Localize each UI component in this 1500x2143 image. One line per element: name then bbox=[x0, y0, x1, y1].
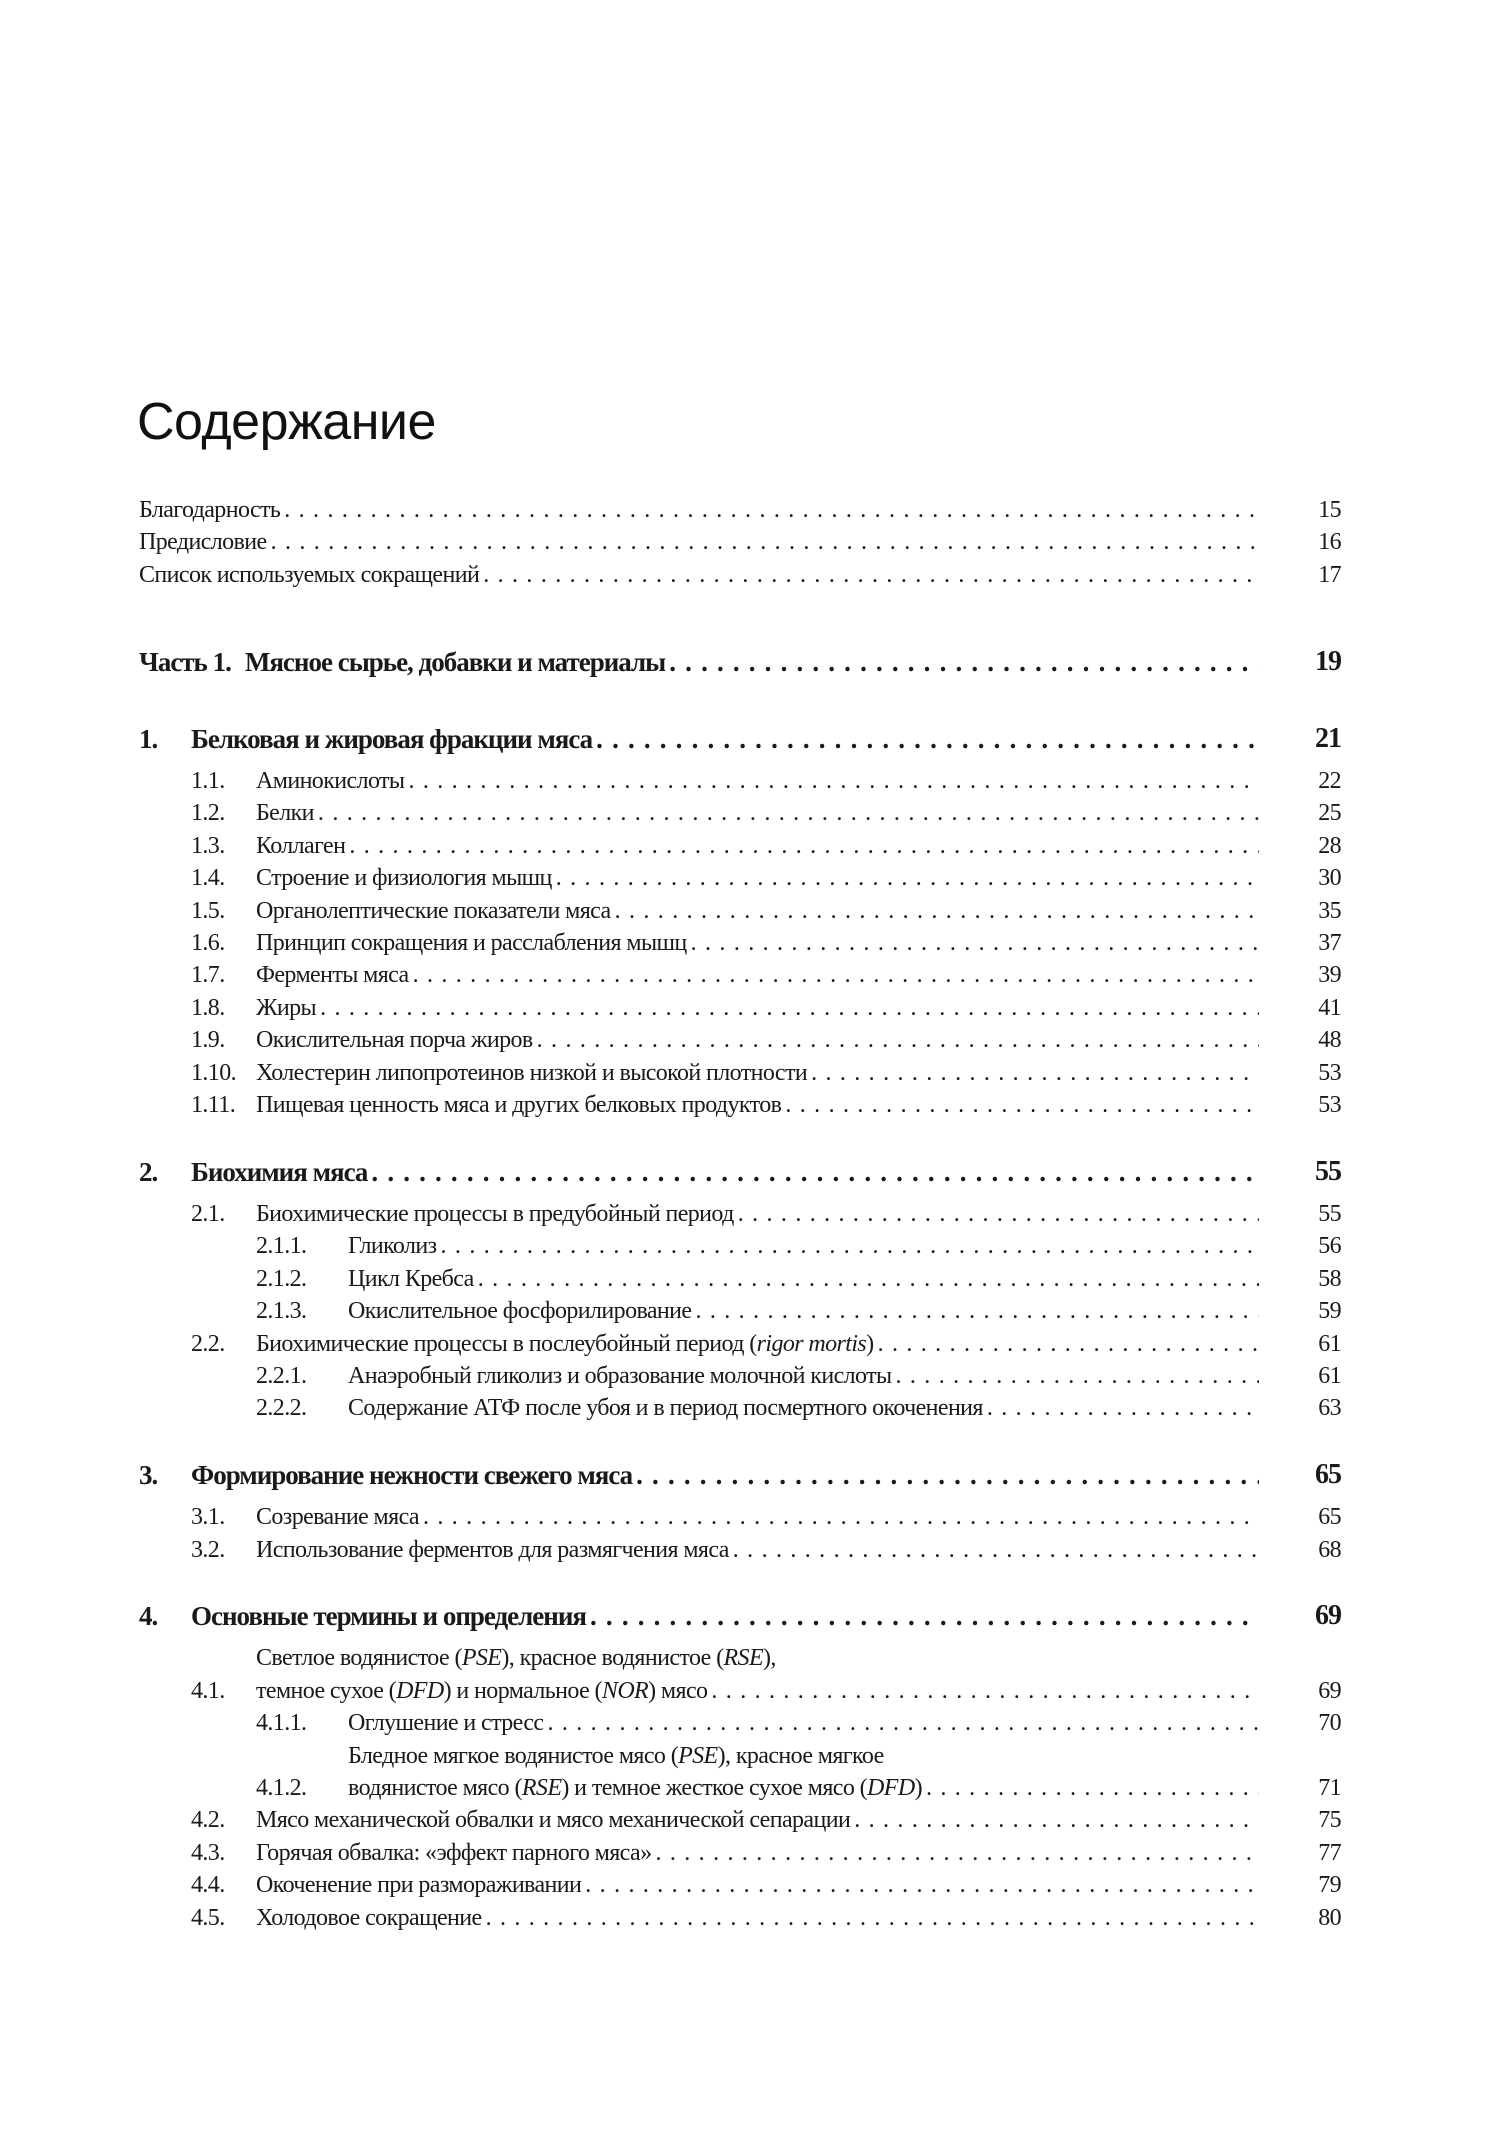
entry-content bbox=[256, 1089, 1263, 1121]
page-number: 71 bbox=[1318, 1775, 1341, 1801]
entry-title-line bbox=[256, 1675, 1263, 1707]
entry-title-line bbox=[256, 1198, 1263, 1230]
entry-title bbox=[348, 1360, 892, 1392]
entry-title-line bbox=[256, 1837, 1263, 1869]
entry-content bbox=[256, 1501, 1263, 1533]
dot-leader bbox=[695, 1295, 1259, 1327]
toc-entry[interactable] bbox=[139, 559, 1341, 591]
toc-entry[interactable] bbox=[139, 1600, 1341, 1632]
page-number: 22 bbox=[1318, 768, 1341, 795]
page-number: 69 bbox=[1315, 1599, 1341, 1631]
toc-entry[interactable] bbox=[139, 1360, 1341, 1392]
entry-title-line bbox=[348, 1772, 1263, 1804]
toc-entry[interactable] bbox=[139, 765, 1341, 797]
title-segment: Гликолиз bbox=[348, 1233, 437, 1260]
entry-number: 4.5. bbox=[191, 1904, 225, 1931]
entry-title-line bbox=[256, 992, 1263, 1024]
dot-leader bbox=[483, 559, 1259, 591]
title-segment: Органолептические показатели мяса bbox=[256, 897, 611, 924]
toc-entry[interactable] bbox=[139, 797, 1341, 829]
title-segment: ) bbox=[914, 1775, 922, 1801]
dot-leader bbox=[556, 862, 1259, 894]
entry-title bbox=[256, 1057, 807, 1089]
toc-entry[interactable] bbox=[139, 1392, 1341, 1424]
dot-leader bbox=[733, 1534, 1259, 1566]
entry-title-line bbox=[256, 1089, 1263, 1121]
entry-content bbox=[256, 1534, 1263, 1566]
toc-entry[interactable] bbox=[139, 1057, 1341, 1089]
toc-entry[interactable] bbox=[139, 1156, 1341, 1188]
title-segment: Ферменты мяса bbox=[256, 962, 409, 989]
title-segment: RSE bbox=[521, 1775, 562, 1801]
entry-content bbox=[256, 1024, 1263, 1056]
dot-leader bbox=[636, 1459, 1259, 1491]
entry-number: 4.4. bbox=[191, 1872, 225, 1899]
entry-content bbox=[256, 1642, 1263, 1707]
entry-title-line bbox=[348, 1360, 1263, 1392]
title-segment: Холестерин липопротеинов низкой и высокой плотности bbox=[256, 1059, 808, 1086]
page-number: 61 bbox=[1318, 1362, 1341, 1389]
entry-number: 4.1. bbox=[191, 1677, 225, 1704]
title-segment: Пищевая ценность мяса и других белковых продуктов bbox=[256, 1092, 782, 1119]
title-segment: Оглушение и стресс bbox=[348, 1710, 544, 1737]
entry-content bbox=[256, 959, 1263, 991]
page-number: 35 bbox=[1318, 897, 1341, 924]
entry-content bbox=[256, 1057, 1263, 1089]
toc-entry[interactable] bbox=[139, 1501, 1341, 1533]
page-number: 65 bbox=[1315, 1458, 1341, 1490]
entry-number: 1.11. bbox=[191, 1092, 236, 1119]
dot-leader bbox=[537, 1024, 1259, 1056]
toc-entry[interactable] bbox=[139, 959, 1341, 991]
toc-entry[interactable] bbox=[139, 1328, 1341, 1360]
dot-leader bbox=[896, 1360, 1260, 1392]
page-number: 15 bbox=[1318, 497, 1341, 523]
page-number: 37 bbox=[1318, 930, 1341, 957]
dot-leader bbox=[478, 1263, 1259, 1295]
entry-title bbox=[139, 526, 267, 558]
entry-title-line bbox=[348, 1392, 1263, 1424]
entry-title bbox=[256, 1675, 707, 1707]
toc-entry[interactable] bbox=[139, 862, 1341, 894]
entry-content bbox=[348, 1707, 1263, 1739]
title-segment: Список используемых сокращений bbox=[139, 561, 480, 588]
entry-content bbox=[256, 797, 1263, 829]
title-segment: Белки bbox=[256, 800, 314, 827]
entry-title-line bbox=[191, 1459, 1263, 1491]
page-number: 70 bbox=[1318, 1710, 1341, 1737]
entry-title bbox=[256, 1534, 729, 1566]
entry-title-line bbox=[191, 723, 1263, 755]
title-segment: RSE bbox=[723, 1645, 764, 1672]
entry-content bbox=[191, 1459, 1263, 1491]
title-segment: ) и нормальное ( bbox=[443, 1677, 602, 1704]
title-segment: Бледное мягкое водянистое мясо ( bbox=[348, 1742, 679, 1769]
toc-entry[interactable] bbox=[139, 494, 1341, 526]
entry-title bbox=[256, 830, 345, 862]
title-segment: Принцип сокращения и расслабления мышц bbox=[256, 930, 687, 957]
entry-title-line bbox=[348, 1295, 1263, 1327]
title-segment: DFD bbox=[396, 1677, 444, 1704]
dot-leader bbox=[371, 1156, 1259, 1188]
entry-title-line bbox=[348, 1740, 1263, 1772]
entry-content bbox=[191, 723, 1263, 755]
title-segment: Предисловие bbox=[139, 529, 267, 556]
page-number: 53 bbox=[1318, 1092, 1341, 1119]
dot-leader bbox=[691, 927, 1259, 959]
toc-entry[interactable] bbox=[139, 723, 1341, 755]
entry-title-line bbox=[139, 494, 1263, 526]
toc-entry[interactable] bbox=[139, 1295, 1341, 1327]
title-segment: Аминокислоты bbox=[256, 768, 405, 795]
entry-content bbox=[348, 1295, 1263, 1327]
entry-content bbox=[256, 1837, 1263, 1869]
entry-content bbox=[348, 1230, 1263, 1262]
toc-entry[interactable] bbox=[139, 895, 1341, 927]
title-segment: Основные термины и определения bbox=[191, 1600, 587, 1631]
entry-number: 2. bbox=[139, 1156, 158, 1187]
entry-content bbox=[256, 1328, 1263, 1360]
dot-leader bbox=[878, 1328, 1259, 1360]
entry-title bbox=[139, 559, 479, 591]
entry-title bbox=[348, 1707, 543, 1739]
entry-title-line bbox=[256, 1902, 1263, 1934]
toc-entry[interactable] bbox=[139, 1024, 1341, 1056]
title-segment: Светлое водянистое ( bbox=[256, 1645, 462, 1672]
page-number: 30 bbox=[1318, 865, 1341, 892]
entry-title bbox=[256, 1198, 734, 1230]
entry-title bbox=[191, 1156, 367, 1188]
entry-content bbox=[348, 1392, 1263, 1424]
entry-content bbox=[256, 1198, 1263, 1230]
entry-number: 4.2. bbox=[191, 1807, 225, 1834]
title-segment: Белковая и жировая фракции мяса bbox=[191, 723, 593, 754]
entry-title-line bbox=[256, 797, 1263, 829]
entry-title-line bbox=[256, 959, 1263, 991]
page-number: 25 bbox=[1318, 800, 1341, 827]
toc-entry[interactable] bbox=[139, 1230, 1341, 1262]
entry-number: 1.9. bbox=[191, 1027, 225, 1054]
page-number: 48 bbox=[1318, 1027, 1341, 1054]
toc-entry[interactable] bbox=[139, 830, 1341, 862]
page-number: 55 bbox=[1315, 1155, 1341, 1187]
title-segment: ), красное мягкое bbox=[717, 1742, 884, 1769]
dot-leader bbox=[711, 1675, 1259, 1707]
entry-title bbox=[256, 765, 404, 797]
entry-title-line bbox=[256, 1642, 1263, 1674]
dot-leader bbox=[590, 1600, 1259, 1632]
toc-entry[interactable] bbox=[139, 646, 1341, 678]
page-number: 56 bbox=[1318, 1233, 1341, 1260]
page-number: 68 bbox=[1318, 1536, 1341, 1563]
toc-entry[interactable] bbox=[139, 1459, 1341, 1491]
entry-title bbox=[256, 1869, 581, 1901]
page-number: 77 bbox=[1318, 1839, 1341, 1866]
entry-number: 2.1.1. bbox=[256, 1233, 307, 1260]
entry-title-line bbox=[256, 1024, 1263, 1056]
dot-leader bbox=[615, 895, 1259, 927]
entry-content bbox=[191, 1600, 1263, 1632]
entry-title bbox=[348, 1230, 437, 1262]
title-segment: Мясо механической обвалки и мясо механической сепарации bbox=[256, 1807, 851, 1834]
entry-number: 1.5. bbox=[191, 897, 225, 924]
dot-leader bbox=[669, 646, 1259, 678]
toc-entry[interactable] bbox=[139, 1837, 1341, 1869]
entry-title-line bbox=[256, 830, 1263, 862]
entry-title bbox=[191, 1459, 632, 1491]
entry-number: 2.1.2. bbox=[256, 1265, 307, 1292]
entry-content bbox=[139, 559, 1263, 591]
entry-title bbox=[256, 1501, 419, 1533]
title-segment: DFD bbox=[867, 1775, 915, 1801]
entry-title bbox=[256, 959, 409, 991]
entry-title-line bbox=[245, 646, 1263, 678]
entry-title bbox=[256, 797, 314, 829]
entry-title-line bbox=[139, 559, 1263, 591]
dot-leader bbox=[811, 1057, 1259, 1089]
page-number: 63 bbox=[1318, 1395, 1341, 1422]
table-of-contents bbox=[139, 494, 1341, 1934]
page-number: 75 bbox=[1318, 1807, 1341, 1834]
page-number: 58 bbox=[1318, 1265, 1341, 1292]
entry-title bbox=[191, 1600, 586, 1632]
title-segment: Биохимические процессы в предубойный период bbox=[256, 1200, 734, 1227]
dot-leader bbox=[854, 1804, 1259, 1836]
entry-title bbox=[256, 1804, 850, 1836]
entry-title-line bbox=[139, 526, 1263, 558]
entry-title bbox=[348, 1392, 983, 1424]
entry-title bbox=[348, 1263, 474, 1295]
entry-number: 2.1. bbox=[191, 1200, 225, 1227]
dot-leader bbox=[486, 1902, 1259, 1934]
entry-content bbox=[256, 992, 1263, 1024]
entry-title bbox=[348, 1772, 922, 1804]
toc-entry[interactable] bbox=[139, 1198, 1341, 1230]
title-segment: Жиры bbox=[256, 994, 317, 1021]
toc-entry[interactable] bbox=[139, 1534, 1341, 1566]
title-segment: ) мясо bbox=[648, 1677, 708, 1704]
title-segment: ) и темное жесткое сухое мясо ( bbox=[561, 1775, 868, 1801]
dot-leader bbox=[585, 1869, 1259, 1901]
entry-title-line bbox=[191, 1600, 1263, 1632]
dot-leader bbox=[987, 1392, 1259, 1424]
entry-content bbox=[256, 895, 1263, 927]
entry-number: 3. bbox=[139, 1459, 158, 1490]
entry-content bbox=[256, 927, 1263, 959]
toc-entry[interactable] bbox=[139, 1642, 1341, 1707]
toc-entry[interactable] bbox=[139, 1804, 1341, 1836]
entry-title bbox=[256, 1837, 651, 1869]
entry-number: 1.6. bbox=[191, 930, 225, 957]
toc-entry[interactable] bbox=[139, 1089, 1341, 1121]
toc-entry[interactable] bbox=[139, 1263, 1341, 1295]
page-number: 69 bbox=[1318, 1677, 1341, 1704]
entry-number: 2.2.2. bbox=[256, 1395, 307, 1422]
entry-content bbox=[256, 1902, 1263, 1934]
dot-leader bbox=[284, 494, 1259, 526]
toc-entry[interactable] bbox=[139, 1869, 1341, 1901]
title-segment: ), bbox=[763, 1645, 776, 1672]
entry-title-line bbox=[191, 1156, 1263, 1188]
entry-content bbox=[348, 1740, 1263, 1805]
entry-title-line bbox=[256, 765, 1263, 797]
page-number: 59 bbox=[1318, 1298, 1341, 1325]
entry-title-line bbox=[348, 1230, 1263, 1262]
title-segment: Благодарность bbox=[139, 497, 281, 523]
entry-title bbox=[139, 494, 280, 526]
entry-number: 1.4. bbox=[191, 865, 225, 892]
entry-number: 2.2.1. bbox=[256, 1362, 307, 1389]
entry-title-line bbox=[256, 1534, 1263, 1566]
dot-leader bbox=[318, 797, 1259, 829]
entry-title bbox=[191, 723, 592, 755]
toc-entry[interactable] bbox=[139, 992, 1341, 1024]
entry-title bbox=[256, 927, 687, 959]
entry-number: 1.2. bbox=[191, 800, 225, 827]
entry-content bbox=[191, 1156, 1263, 1188]
title-segment: Содержание АТФ после убоя и в период посмертного окоченения bbox=[348, 1395, 983, 1422]
entry-number: 4.1.1. bbox=[256, 1710, 307, 1737]
toc-entry[interactable] bbox=[139, 1707, 1341, 1739]
entry-title bbox=[256, 992, 316, 1024]
entry-number: 4.1.2. bbox=[256, 1775, 307, 1801]
entry-number: 4.3. bbox=[191, 1839, 225, 1866]
entry-number: 2.2. bbox=[191, 1330, 225, 1357]
entry-content bbox=[256, 830, 1263, 862]
entry-title-line bbox=[256, 1501, 1263, 1533]
entry-content bbox=[139, 494, 1263, 526]
entry-content bbox=[348, 1360, 1263, 1392]
entry-number: 2.1.3. bbox=[256, 1298, 307, 1325]
title-segment: Мясное сырье, добавки и материалы bbox=[244, 647, 666, 678]
title-segment: Биохимия мяса bbox=[191, 1156, 368, 1187]
entry-title-line bbox=[348, 1263, 1263, 1295]
dot-leader bbox=[423, 1501, 1259, 1533]
dot-leader bbox=[413, 959, 1259, 991]
entry-number: 3.2. bbox=[191, 1536, 225, 1563]
title-segment: Биохимические процессы в послеубойный период ( bbox=[256, 1330, 757, 1357]
entry-title-line bbox=[256, 1804, 1263, 1836]
dot-leader bbox=[408, 765, 1259, 797]
page-number: 65 bbox=[1318, 1504, 1341, 1531]
entry-number: 1.7. bbox=[191, 962, 225, 989]
dot-leader bbox=[655, 1837, 1259, 1869]
page-number: 80 bbox=[1318, 1904, 1341, 1931]
entry-title-line bbox=[256, 1328, 1263, 1360]
entry-title bbox=[256, 1902, 482, 1934]
page-title: Содержание bbox=[137, 393, 436, 451]
title-segment: Коллаген bbox=[256, 832, 346, 859]
dot-leader bbox=[320, 992, 1259, 1024]
page-number: 17 bbox=[1318, 561, 1341, 588]
title-segment: водянистое мясо ( bbox=[348, 1775, 522, 1801]
toc-entry[interactable] bbox=[139, 1902, 1341, 1934]
title-segment: Горячая обвалка: «эффект парного мяса» bbox=[256, 1839, 652, 1866]
title-segment: NOR bbox=[601, 1677, 649, 1704]
entry-number: 3.1. bbox=[191, 1504, 225, 1531]
entry-number: 1.1. bbox=[191, 768, 225, 795]
title-segment: Окислительное фосфорилирование bbox=[348, 1298, 692, 1325]
entry-number: 1.8. bbox=[191, 994, 225, 1021]
entry-title bbox=[256, 862, 552, 894]
title-segment: ), красное водянистое ( bbox=[501, 1645, 724, 1672]
page-number: 39 bbox=[1318, 962, 1341, 989]
title-segment: PSE bbox=[678, 1742, 718, 1769]
entry-title bbox=[348, 1295, 691, 1327]
entry-title-line bbox=[348, 1707, 1263, 1739]
page-number: 55 bbox=[1318, 1200, 1341, 1227]
dot-leader bbox=[547, 1707, 1259, 1739]
page-number: 79 bbox=[1318, 1872, 1341, 1899]
entry-title bbox=[256, 895, 611, 927]
entry-title bbox=[256, 1089, 781, 1121]
entry-content bbox=[256, 765, 1263, 797]
page-number: 61 bbox=[1318, 1330, 1341, 1357]
entry-title-line bbox=[256, 1057, 1263, 1089]
entry-title-line bbox=[256, 895, 1263, 927]
title-segment: Использование ферментов для размягчения мяса bbox=[256, 1536, 729, 1563]
entry-content bbox=[256, 1869, 1263, 1901]
dot-leader bbox=[926, 1772, 1259, 1804]
entry-content bbox=[245, 646, 1263, 678]
page-number: 41 bbox=[1318, 994, 1341, 1021]
page-number: 21 bbox=[1315, 722, 1341, 754]
dot-leader bbox=[271, 526, 1259, 558]
toc-entry[interactable] bbox=[139, 927, 1341, 959]
title-segment: Строение и физиология мышц bbox=[256, 865, 552, 892]
title-segment: PSE bbox=[461, 1645, 502, 1672]
title-segment: Цикл Кребса bbox=[348, 1265, 474, 1292]
page-number: 19 bbox=[1315, 646, 1341, 678]
entry-content bbox=[256, 1804, 1263, 1836]
dot-leader bbox=[785, 1089, 1259, 1121]
page-number: 53 bbox=[1318, 1059, 1341, 1086]
dot-leader bbox=[738, 1198, 1259, 1230]
entry-number: Часть 1. bbox=[139, 647, 231, 678]
title-segment: Окислительная порча жиров bbox=[256, 1027, 533, 1054]
entry-content bbox=[256, 862, 1263, 894]
entry-number: 1. bbox=[139, 723, 158, 754]
title-segment: ) bbox=[866, 1330, 874, 1357]
title-segment: Формирование нежности свежего мяса bbox=[191, 1459, 633, 1490]
title-segment: Созревание мяса bbox=[256, 1504, 419, 1531]
entry-title-line bbox=[256, 862, 1263, 894]
entry-number: 1.10. bbox=[191, 1059, 237, 1086]
dot-leader bbox=[349, 830, 1259, 862]
entry-title bbox=[256, 1328, 874, 1360]
title-segment: Анаэробный гликолиз и образование молочной кислоты bbox=[348, 1362, 892, 1389]
entry-title-line bbox=[256, 1869, 1263, 1901]
entry-title-line bbox=[256, 927, 1263, 959]
title-segment: Холодовое сокращение bbox=[256, 1904, 482, 1931]
page-number: 16 bbox=[1318, 529, 1341, 556]
toc-entry[interactable] bbox=[139, 1740, 1341, 1805]
entry-title bbox=[256, 1024, 533, 1056]
page-number: 28 bbox=[1318, 832, 1341, 859]
entry-content bbox=[348, 1263, 1263, 1295]
dot-leader bbox=[441, 1230, 1259, 1262]
entry-content bbox=[139, 526, 1263, 558]
title-segment: rigor mortis bbox=[756, 1330, 867, 1357]
entry-number: 1.3. bbox=[191, 832, 225, 859]
dot-leader bbox=[596, 723, 1259, 755]
title-segment: темное сухое ( bbox=[256, 1677, 397, 1704]
title-segment: Окоченение при размораживании bbox=[256, 1872, 582, 1899]
toc-entry[interactable] bbox=[139, 526, 1341, 558]
entry-title bbox=[245, 646, 665, 678]
entry-number: 4. bbox=[139, 1600, 158, 1631]
